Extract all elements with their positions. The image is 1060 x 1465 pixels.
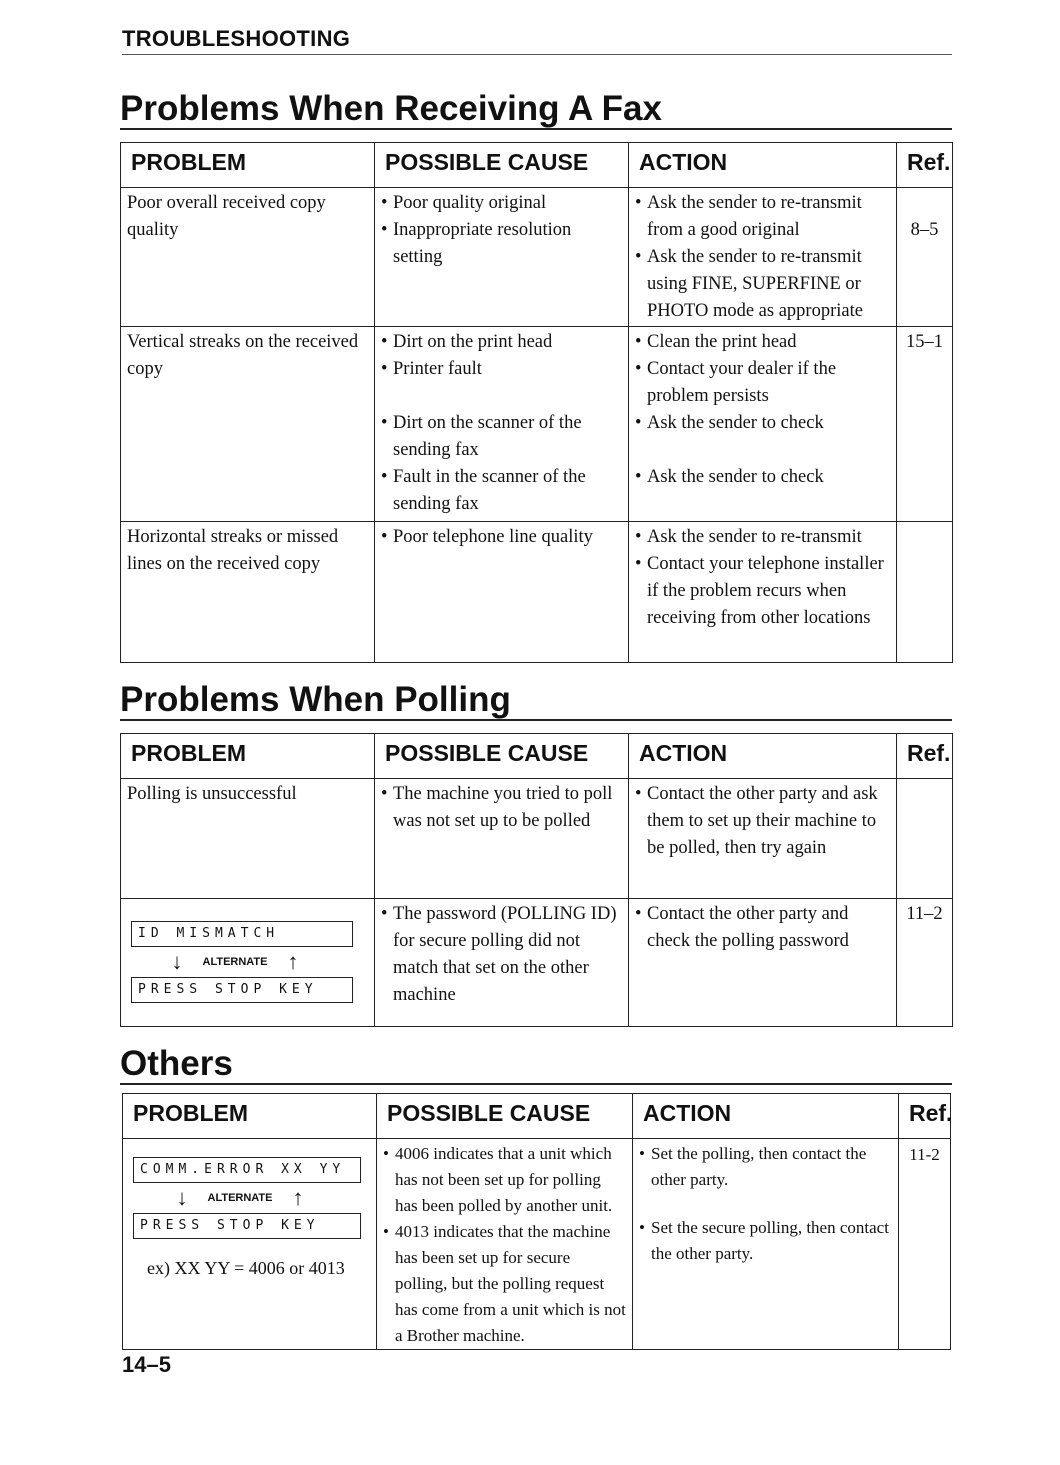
problem-cell: Horizontal streaks or missed lines on the received copy [121,522,375,663]
arrow-down-icon: ↓ [176,1185,188,1210]
action-cell [629,522,897,663]
action-item: • Contact your dealer if the problem persists [635,356,890,410]
col-cause-header: POSSIBLE CAUSE [377,1094,633,1139]
cause-item: • Inappropriate resolution setting [381,217,622,271]
action-cell [629,188,897,327]
cause-item: • Dirt on the scanner of the sending fax [381,410,622,464]
error-example: ex) XX YY = 4006 or 4013 [147,1258,345,1278]
col-action-header: ACTION [629,734,897,779]
action-item: • Contact the other party and check the polling password [635,901,890,955]
col-problem-header: PROBLEM [121,143,375,188]
cause-cell [377,1139,633,1350]
ref-cell: 11-2 [899,1139,951,1350]
action-cell [629,779,897,899]
cause-item: • Poor telephone line quality [381,524,622,551]
col-ref-header: Ref. [899,1094,951,1139]
col-cause-header: POSSIBLE CAUSE [375,143,629,188]
action-item: • Ask the sender to re-transmit from a good original [635,190,890,244]
action-item: • Set the secure polling, then contact the other party. [639,1215,892,1267]
cause-item: • The password (POLLING ID) for secure polling did not match that set on the other machine [381,901,622,1009]
col-cause-header: POSSIBLE CAUSE [375,734,629,779]
table-row [123,1139,951,1350]
alternate-label: ALTERNATE [207,1191,273,1204]
cause-item: • 4006 indicates that a unit which has not been set up for polling has been polled by another unit. [383,1141,626,1219]
table-header-row [121,143,953,188]
alternate-indicator [133,1183,347,1213]
cause-item: • The machine you tried to poll was not set up to be polled [381,781,622,835]
cause-cell [375,327,629,522]
action-item: • Contact your telephone installer if the problem recurs when receiving from other locations [635,551,890,632]
receiving-table [120,142,953,663]
cause-cell [375,779,629,899]
table-row [121,779,953,899]
arrow-down-icon: ↓ [171,949,183,974]
table-header-row [123,1094,951,1139]
action-item: • Contact the other party and ask them to set up their machine to be polled, then try again [635,781,890,862]
ref-cell [897,522,953,663]
arrow-up-icon: ↑ [287,949,299,974]
col-problem-header: PROBLEM [123,1094,377,1139]
table-row [121,899,953,1027]
alternate-label: ALTERNATE [202,955,268,968]
page-number: 14–5 [122,1352,171,1377]
action-item: • Set the polling, then contact the other party. [639,1141,892,1193]
problem-cell: Polling is unsuccessful [121,779,375,899]
table-row [121,522,953,663]
cause-cell [375,188,629,327]
table-row [121,327,953,522]
lcd-display-top: COMM.ERROR XX YY [133,1157,361,1183]
arrow-up-icon: ↑ [292,1185,304,1210]
section-title-receiving: Problems When Receiving A Fax [120,90,952,130]
col-ref-header: Ref. [897,143,953,188]
problem-cell [123,1139,377,1350]
table-row [121,188,953,327]
cause-item: • Poor quality original [381,190,622,217]
cause-item: • Fault in the scanner of the sending fax [381,464,622,518]
page-header: TROUBLESHOOTING [122,26,952,55]
col-action-header: ACTION [629,143,897,188]
cause-item: • 4013 indicates that the machine has been set up for secure polling, but the polling request has come from a unit which is not a Brother machine. [383,1219,626,1349]
polling-table [120,733,953,1027]
problem-cell [121,899,375,1027]
section-title-others: Others [120,1045,952,1085]
col-action-header: ACTION [633,1094,899,1139]
action-item: • Ask the sender to check [635,410,890,437]
action-item: • Clean the print head [635,329,890,356]
action-cell [629,899,897,1027]
ref-cell: 11–2 [897,899,953,1027]
action-item: • Ask the sender to re-transmit using FINE, SUPERFINE or PHOTO mode as appropriate [635,244,890,325]
cause-cell [375,899,629,1027]
lcd-display-bottom: PRESS STOP KEY [133,1213,361,1239]
problem-cell: Poor overall received copy quality [121,188,375,327]
ref-value: 8–5 [910,220,939,240]
action-item: • Ask the sender to re-transmit [635,524,890,551]
col-problem-header: PROBLEM [121,734,375,779]
col-ref-header: Ref. [897,734,953,779]
cause-item: • Printer fault [381,356,622,383]
cause-item: • Dirt on the print head [381,329,622,356]
problem-cell: Vertical streaks on the received copy [121,327,375,522]
alternate-indicator [131,947,339,977]
ref-cell [897,188,953,327]
table-header-row [121,734,953,779]
action-cell [629,327,897,522]
section-title-polling: Problems When Polling [120,681,952,721]
action-cell [633,1139,899,1350]
action-item: • Ask the sender to check [635,464,890,491]
cause-cell [375,522,629,663]
others-table [122,1093,951,1350]
ref-cell [897,779,953,899]
lcd-display-top: ID MISMATCH [131,921,353,947]
lcd-display-bottom: PRESS STOP KEY [131,977,353,1003]
ref-cell: 15–1 [897,327,953,522]
